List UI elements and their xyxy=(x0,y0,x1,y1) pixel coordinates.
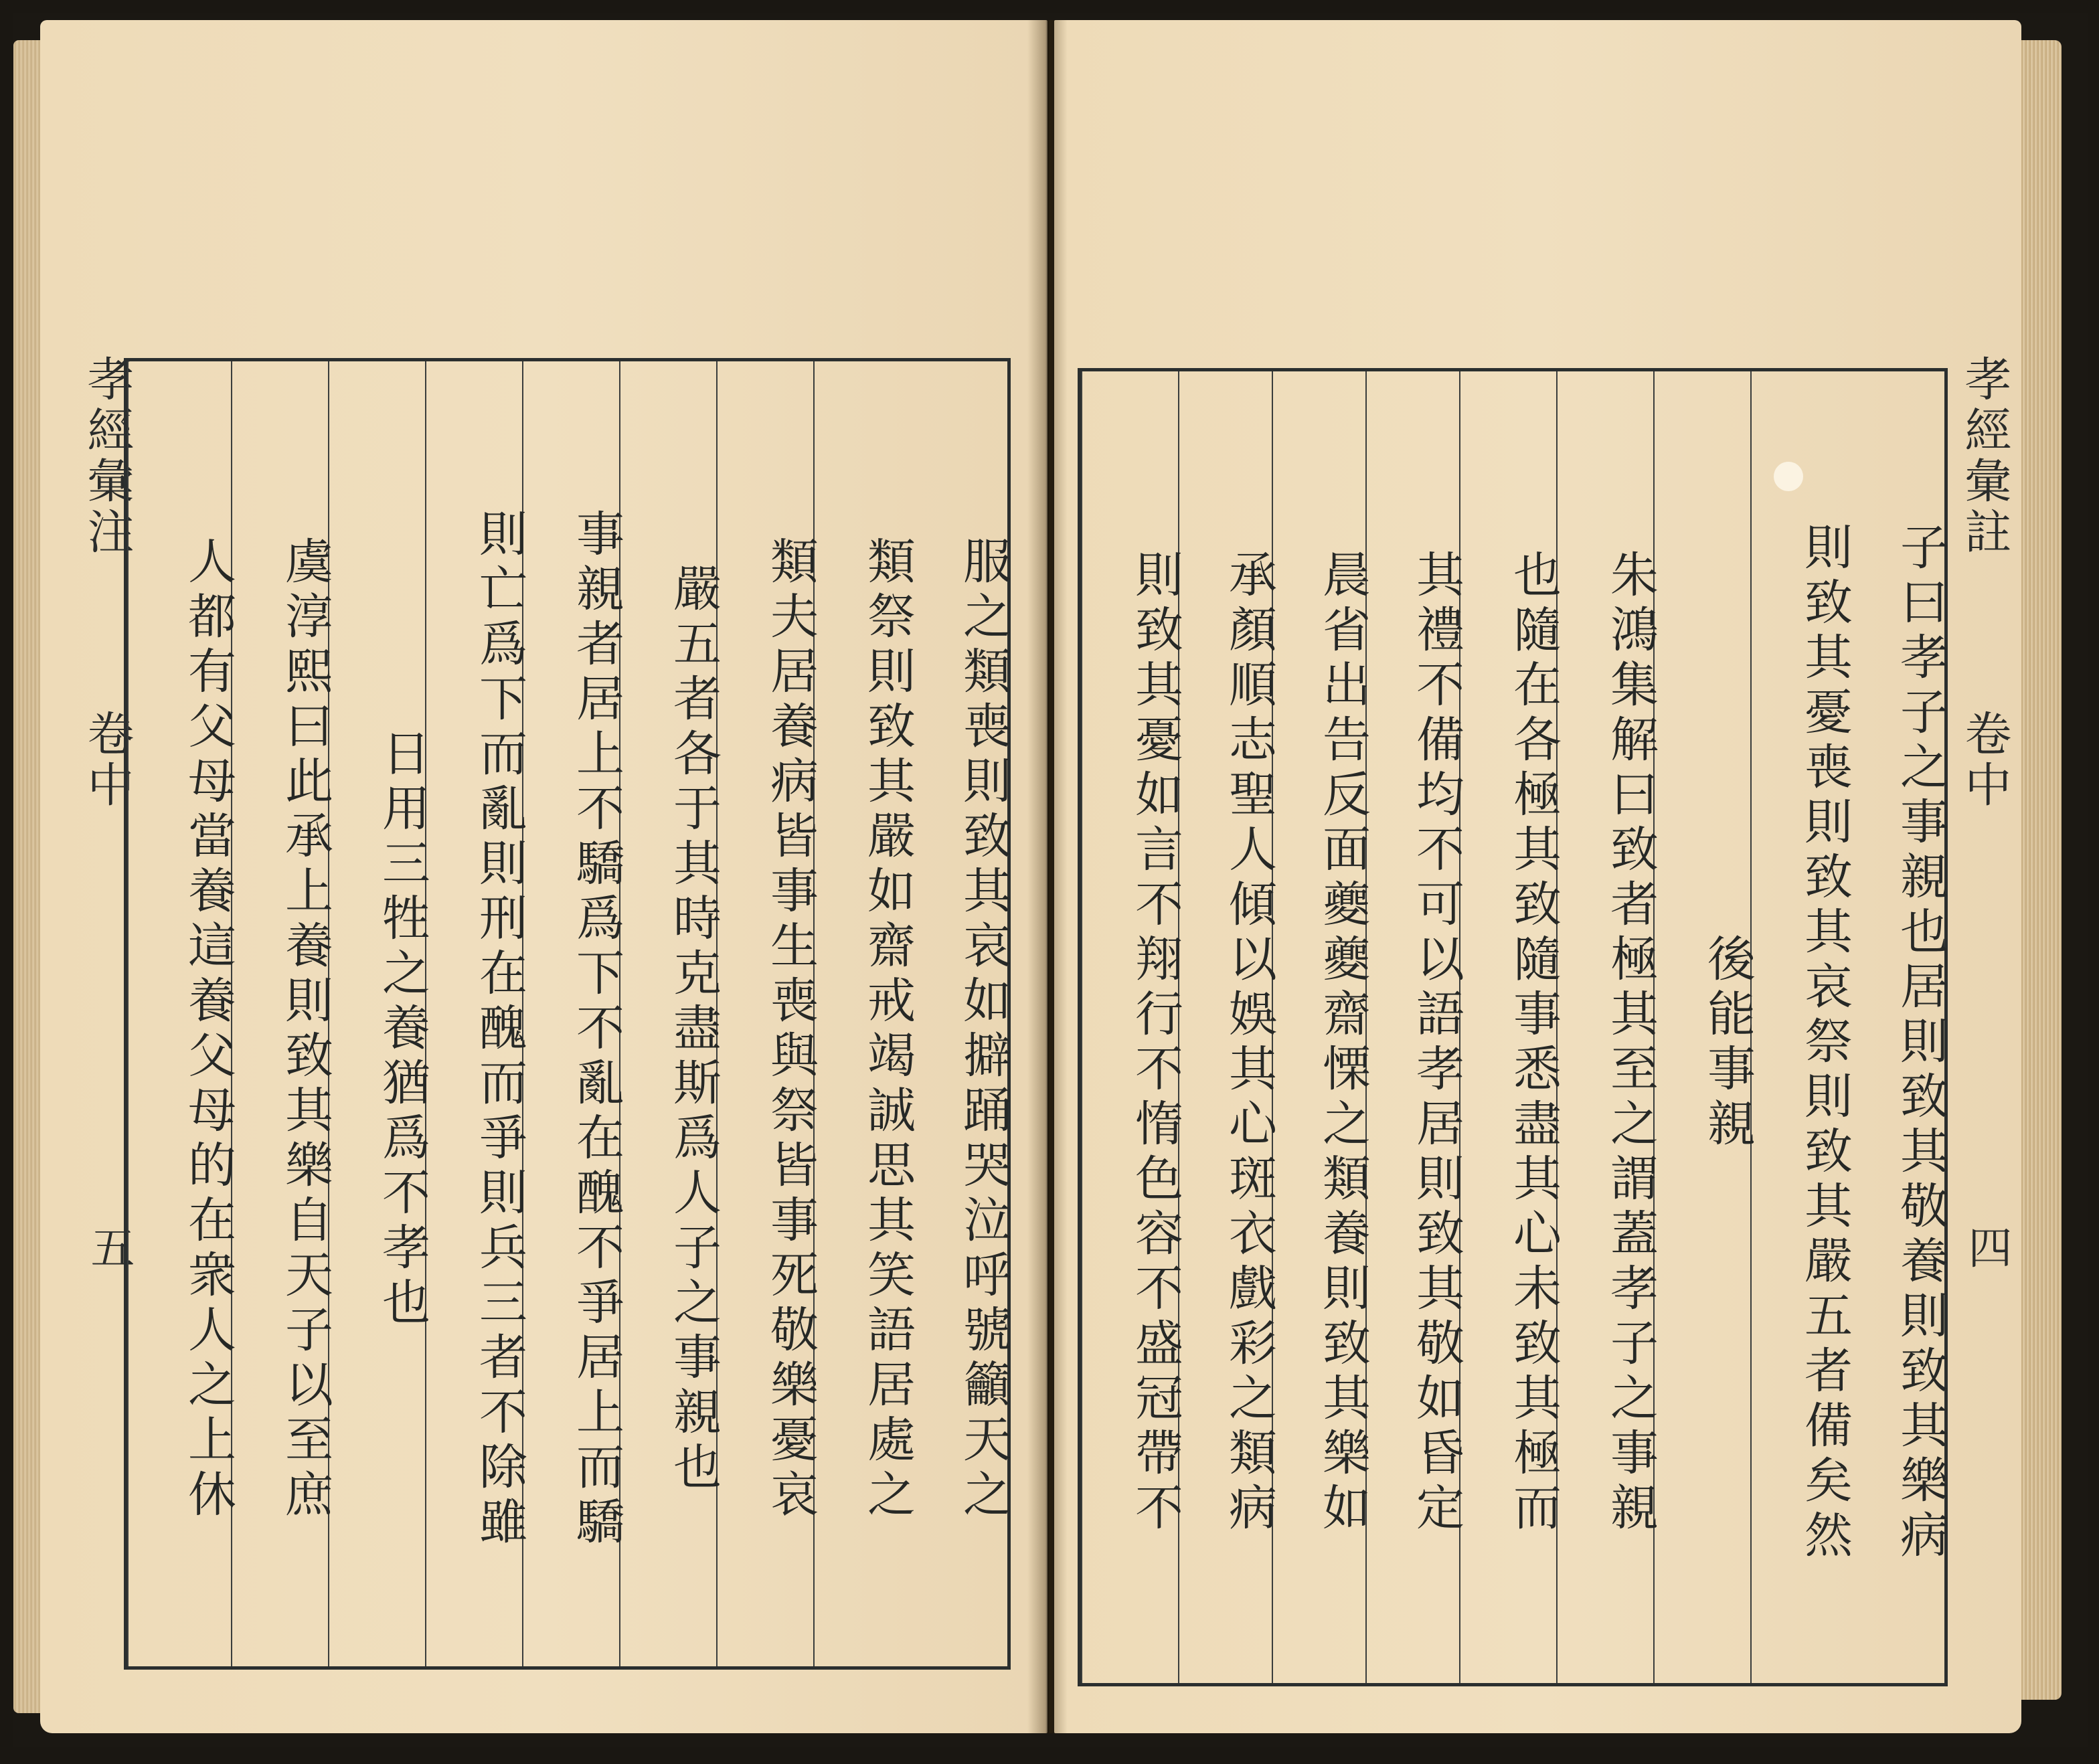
left-column-7: 日用三牲之養猶爲不孝也 xyxy=(328,361,426,1666)
left-column-1: 服之類喪則致其哀如擗踊哭泣呼號籲天之 xyxy=(955,536,1011,1524)
right-text-frame xyxy=(1078,368,1948,1686)
right-margin-volume: 卷中 xyxy=(1957,709,2012,811)
right-column-3: 後能事親 xyxy=(1653,371,1752,1683)
left-page-number: 五 xyxy=(83,1225,135,1269)
left-text-frame xyxy=(124,358,1011,1670)
book-gutter xyxy=(1027,20,1068,1733)
right-page-number: 四 xyxy=(1960,1225,2012,1269)
left-margin-title: 孝經彙注 xyxy=(80,355,135,558)
left-column-5: 事親者居上不驕爲下不亂在醜不爭居上而驕 xyxy=(522,361,620,1666)
right-column-5: 也隨在各極其致隨事悉盡其心未致其極而 xyxy=(1459,371,1558,1683)
left-margin-volume: 卷中 xyxy=(80,709,135,811)
right-column-7: 晨省出告反面夔夔齋慄之類養則致其樂如 xyxy=(1272,371,1367,1683)
open-book xyxy=(13,13,2088,1747)
left-column-3: 類夫居養病皆事生喪與祭皆事死敬樂憂哀 xyxy=(716,361,815,1666)
right-margin-title: 孝經彙註 xyxy=(1957,355,2012,558)
left-column-9: 人都有父母當養這養父母的在衆人之上休 xyxy=(127,361,232,1666)
right-column-8: 承顏順志聖人傾以娛其心斑衣戲彩之類病 xyxy=(1178,371,1273,1683)
left-column-4: 嚴五者各于其時克盡斯爲人子之事親也 xyxy=(619,361,718,1666)
left-column-6: 則亡爲下而亂則刑在醜而爭則兵三者不除雖 xyxy=(425,361,523,1666)
right-column-2: 則致其憂喪則致其哀祭則致其嚴五者備矣然 xyxy=(1750,371,1849,1683)
right-column-6: 其禮不備均不可以語孝居則致其敬如昏定 xyxy=(1365,371,1460,1683)
right-column-9: 則致其憂如言不翔行不惰色容不盛冠帶不 xyxy=(1081,371,1179,1683)
left-page xyxy=(40,20,1047,1733)
left-column-2: 類祭則致其嚴如齋戒竭誠思其笑語居處之 xyxy=(813,361,912,1666)
right-column-4: 朱鴻集解曰致者極其至之謂蓋孝子之事親 xyxy=(1556,371,1655,1683)
right-page xyxy=(1054,20,2021,1733)
left-column-8: 虞淳熙曰此承上養則致其樂自天子以至庶 xyxy=(231,361,329,1666)
right-column-1: 子曰孝子之事親也居則致其敬養則致其樂病 xyxy=(1892,522,1948,1565)
